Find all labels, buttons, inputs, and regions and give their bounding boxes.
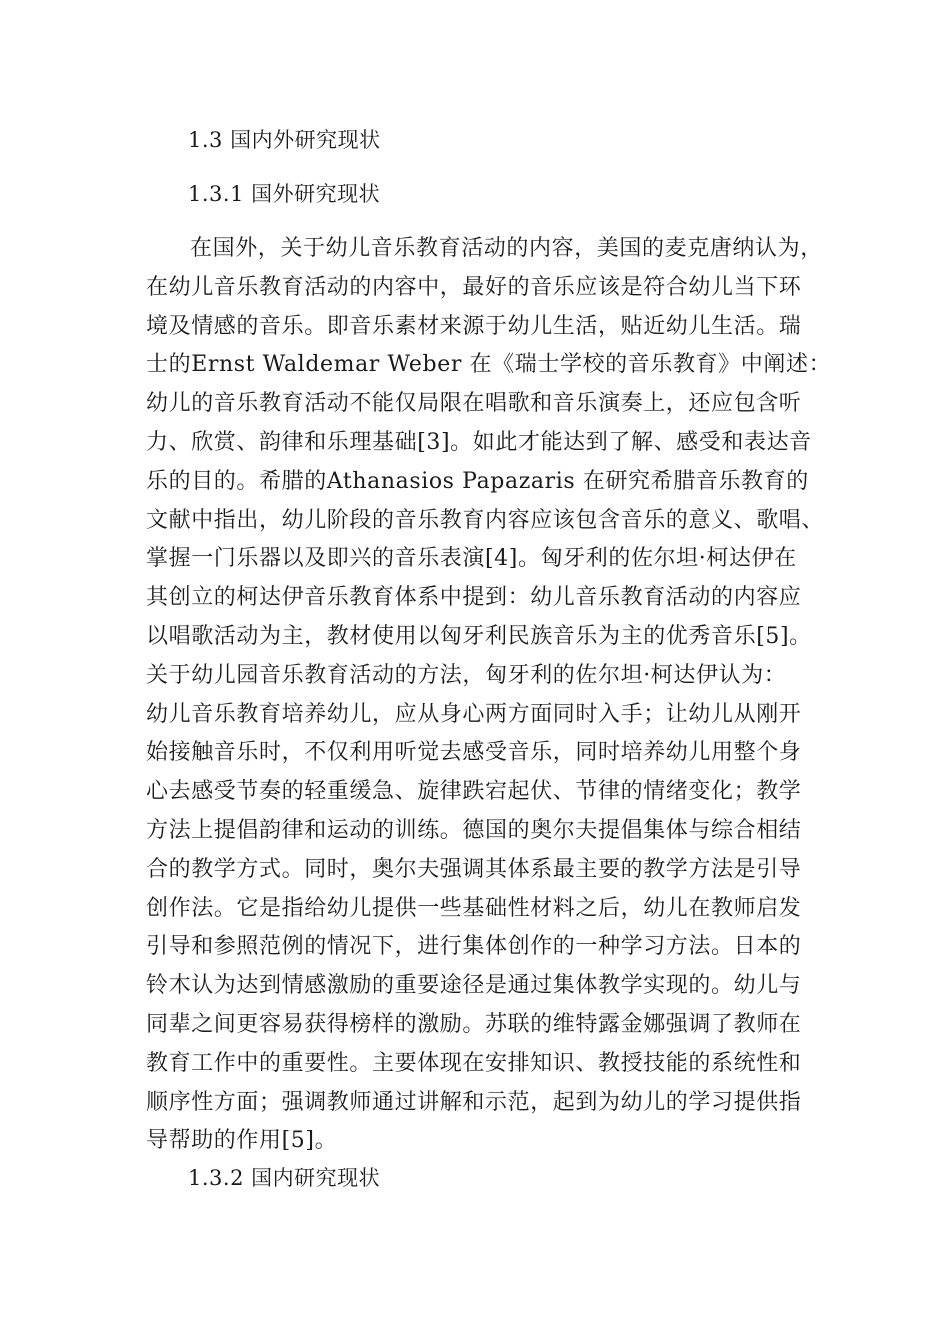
paragraph-line: 文献中指出，幼儿阶段的音乐教育内容应该包含音乐的意义、歌唱、: [146, 507, 825, 533]
paragraph-line: 幼儿音乐教育培养幼儿，应从身心两方面同时入手；让幼儿从刚开: [146, 701, 802, 727]
paragraph-line: 在国外，关于幼儿音乐教育活动的内容，美国的麦克唐纳认为，: [190, 236, 823, 261]
paragraph-line: 合的教学方式。同时，奥尔夫强调其体系最主要的教学方法是引导: [146, 856, 802, 882]
body-paragraph: [146, 230, 832, 1161]
paragraph-line: 乐的目的。希腊的Athanasios Papazaris 在研究希腊音乐教育的: [146, 468, 809, 494]
paragraph-line: 铃木认为达到情感激励的重要途径是通过集体教学实现的。幼儿与: [146, 973, 802, 999]
paragraph-line: 始接触音乐时，不仅利用听觉去感受音乐，同时培养幼儿用整个身: [146, 740, 802, 766]
paragraph-line: 心去感受节奏的轻重缓急、旋律跌宕起伏、节律的情绪变化；教学: [146, 779, 802, 805]
paragraph-line: 幼儿的音乐教育活动不能仅局限在唱歌和音乐演奏上，还应包含听: [146, 391, 802, 417]
paragraph-line: 士的Ernst Waldemar Weber 在《瑞士学校的音乐教育》中阐述：: [146, 352, 832, 378]
paragraph-line: 掌握一门乐器以及即兴的音乐表演[4]。匈牙利的佐尔坦·柯达伊在: [146, 546, 797, 572]
paragraph-line: 在幼儿音乐教育活动的内容中，最好的音乐应该是符合幼儿当下环: [146, 274, 802, 300]
paragraph-line: 其创立的柯达伊音乐教育体系中提到：幼儿音乐教育活动的内容应: [146, 585, 802, 611]
paragraph-line: 导帮助的作用[5]。: [146, 1128, 338, 1154]
paragraph-line: 引导和参照范例的情况下，进行集体创作的一种学习方法。日本的: [146, 934, 802, 960]
paragraph-line: 境及情感的音乐。即音乐素材来源于幼儿生活，贴近幼儿生活。瑞: [146, 313, 802, 339]
paragraph-line: 力、欣赏、韵律和乐理基础[3]。如此才能达到了解、感受和表达音: [146, 429, 812, 455]
paragraph-line: 创作法。它是指给幼儿提供一些基础性材料之后，幼儿在教师启发: [146, 895, 802, 921]
section-heading-1-3-2: 1.3.2 国内研究现状: [188, 1166, 381, 1190]
section-heading-1-3: 1.3 国内外研究现状: [188, 128, 381, 152]
paragraph-line: 方法上提倡韵律和运动的训练。德国的奥尔夫提倡集体与综合相结: [146, 817, 802, 843]
section-heading-1-3-1: 1.3.1 国外研究现状: [188, 182, 381, 206]
paragraph-line: 顺序性方面；强调教师通过讲解和示范，起到为幼儿的学习提供指: [146, 1089, 802, 1115]
paragraph-line: 以唱歌活动为主，教材使用以匈牙利民族音乐为主的优秀音乐[5]。: [146, 623, 812, 649]
paragraph-line: 同辈之间更容易获得榜样的激励。苏联的维特露金娜强调了教师在: [146, 1011, 802, 1037]
paragraph-line: 教育工作中的重要性。主要体现在安排知识、教授技能的系统性和: [146, 1050, 802, 1076]
paragraph-line: 关于幼儿园音乐教育活动的方法，匈牙利的佐尔坦·柯达伊认为：: [146, 662, 787, 688]
